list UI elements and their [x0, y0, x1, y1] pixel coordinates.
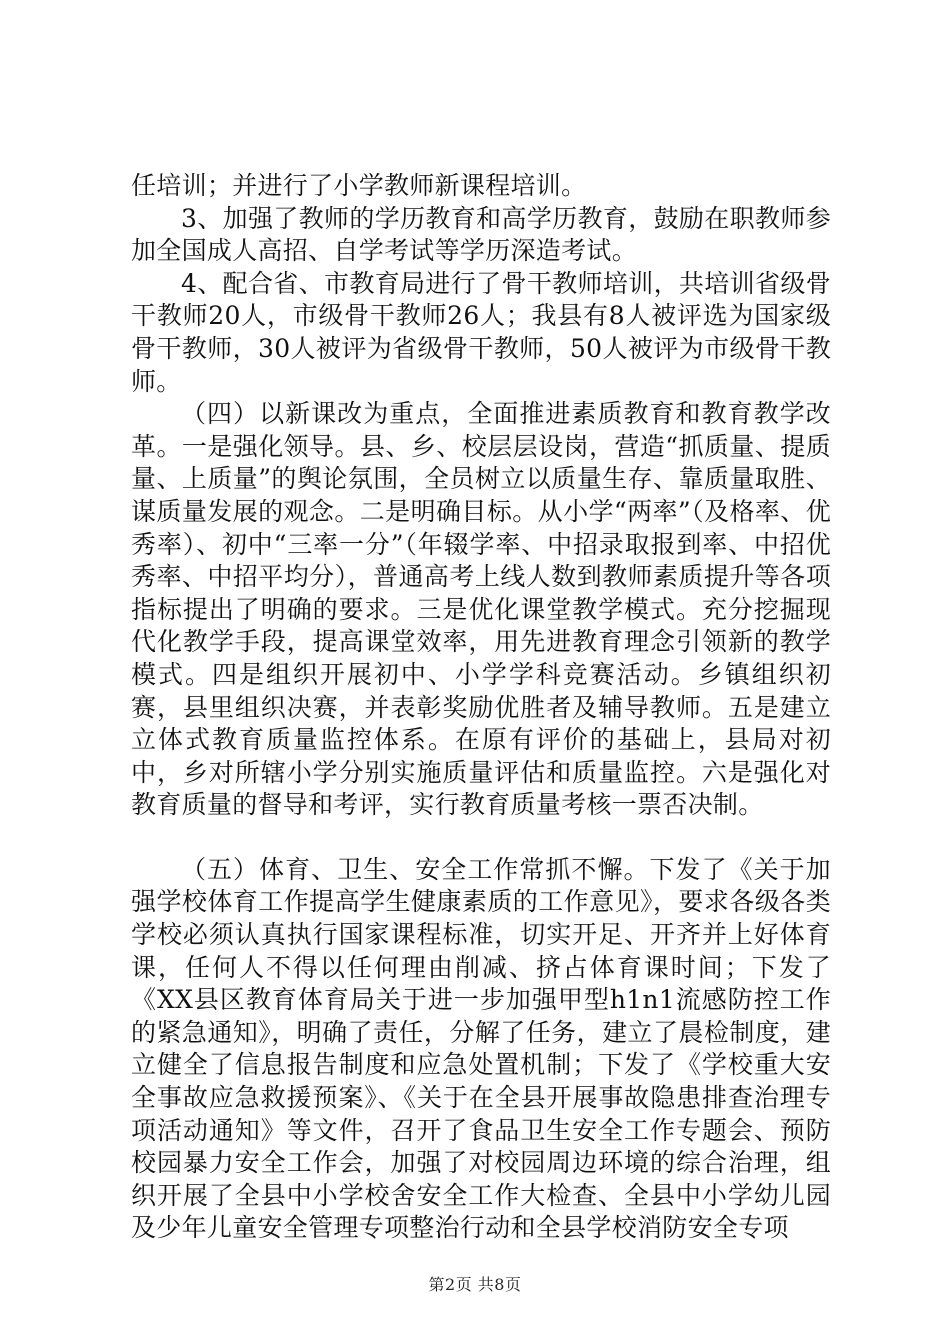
document-body	[131, 170, 831, 1245]
paragraph-continuation: 任培训；并进行了小学教师新课程培训。	[131, 171, 587, 200]
paragraph-item-4: 4、配合省、市教育局进行了骨干教师培训，共培训省级骨干教师20人，市级骨干教师26人；我县有8人被评选为国家级骨干教师，30人被评为省级骨干教师，50人被评为市级骨干教师。	[131, 268, 831, 396]
paragraph-item-3: 3、加强了教师的学历教育和高学历教育，鼓励在职教师参加全国成人高招、自学考试等学历深造考试。	[131, 203, 831, 266]
paragraph-section-5: （五）体育、卫生、安全工作常抓不懈。下发了《关于加强学校体育工作提高学生健康素质的工作意见》，要求各级各类学校必须认真执行国家课程标准，切实开足、开齐并上好体育课，任何人不得以任何理由削减、挤占体育课时间；下发了《XX县区教育体育局关于进一步加强甲型h1n1流感防控工作的紧急通知》，明确了责任，分解了任务，建立了晨检制度，建立健全了信息报告制度和应急处置机制；下发了《学校重大安全事故应急救援预案》、《关于在全县开展事故隐患排查治理专项活动通知》等文件，召开了食品卫生安全工作专题会、预防校园暴力安全工作会，加强了对校园周边环境的综合治理，组织开展了全县中小学校舍安全工作大检查、全县中小学幼儿园及少年儿童安全管理专项整治行动和全县学校消防安全专项	[131, 854, 831, 1243]
paragraph-section-4: （四）以新课改为重点，全面推进素质教育和教育教学改革。一是强化领导。县、乡、校层层设岗，营造“抓质量、提质量、上质量”的舆论氛围，全员树立以质量生存、靠质量取胜、谋质量发展的观念。二是明确目标。从小学“两率”（及格率、优秀率）、初中“三率一分”（年辍学率、中招录取报到率、中招优秀率、中招平均分），普通高考上线人数到教师素质提升等各项指标提出了明确的要求。三是优化课堂教学模式。充分挖掘现代化教学手段，提高课堂效率，用先进教育理念引领新的教学模式。四是组织开展初中、小学学科竞赛活动。乡镇组织初赛，县里组织决赛，并表彰奖励优胜者及辅导教师。五是建立立体式教育质量监控体系。在原有评价的基础上，县局对初中，乡对所辖小学分别实施质量评估和质量监控。六是强化对教育质量的督导和考评，实行教育质量考核一票否决制。	[131, 399, 831, 820]
page-footer: 第2页 共8页	[428, 1275, 522, 1294]
